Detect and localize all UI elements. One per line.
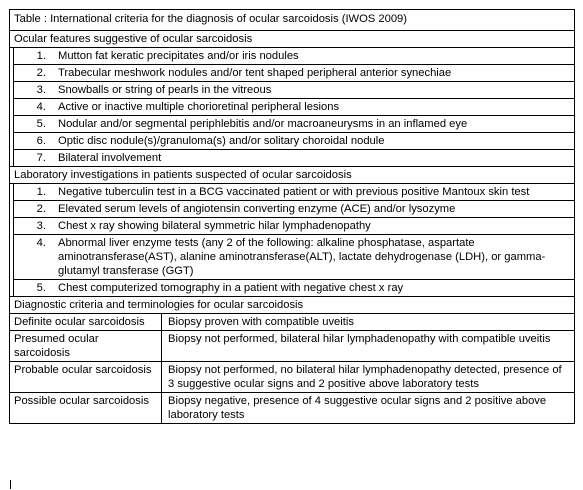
list-item xyxy=(14,99,574,116)
list-item xyxy=(14,201,574,218)
list-item-number: 2. xyxy=(36,67,46,79)
table-row xyxy=(10,362,574,393)
list-item xyxy=(14,116,574,133)
list-item-text: Chest computerized tomography in a patient with negative chest x ray xyxy=(58,282,404,294)
list-item-number: 6. xyxy=(36,135,46,147)
ocular-features-items xyxy=(13,48,574,166)
list-item xyxy=(14,150,574,166)
list-item-text: Bilateral involvement xyxy=(58,152,162,164)
list-item-text: Mutton fat keratic precipitates and/or iris nodules xyxy=(58,50,299,62)
list-item xyxy=(14,280,574,296)
list-item-number: 4. xyxy=(36,237,46,249)
list-item xyxy=(14,65,574,82)
list-item xyxy=(14,218,574,235)
list-item xyxy=(14,48,574,65)
text-cursor xyxy=(10,480,11,489)
list-item-text: Nodular and/or segmental periphlebitis and/or macroaneurysms in an inflamed eye xyxy=(58,118,468,130)
list-item-number: 1. xyxy=(36,186,46,198)
list-item-text: Trabecular meshwork nodules and/or tent shaped peripheral anterior synechiae xyxy=(58,67,452,79)
list-item-text: Abnormal liver enzyme tests (any 2 of the following: alkaline phosphatase, aspartate aminotransferase(AST), alanine aminotransferase(ALT), lactate dehydrogenase (LDH), or gamma-glutamyl transferase (GGT) xyxy=(58,237,546,277)
list-item-text: Elevated serum levels of angiotensin converting enzyme (ACE) and/or lysozyme xyxy=(58,203,456,215)
criteria-description: Biopsy proven with compatible uveitis xyxy=(168,316,354,328)
list-item-number: 7. xyxy=(36,152,46,164)
diagnostic-criteria-rows xyxy=(10,314,574,423)
table-row xyxy=(10,393,574,423)
list-item xyxy=(14,235,574,280)
list-item-text: Active or inactive multiple chorioretinal peripheral lesions xyxy=(58,101,340,113)
list-item-number: 5. xyxy=(36,118,46,130)
list-item-text: Optic disc nodule(s)/granuloma(s) and/or solitary choroidal nodule xyxy=(58,135,385,147)
list-item xyxy=(14,82,574,99)
criteria-term: Definite ocular sarcoidosis xyxy=(10,314,162,330)
lab-investigations-list xyxy=(10,184,574,297)
list-item-number: 4. xyxy=(36,101,46,113)
list-item xyxy=(14,184,574,201)
list-item-text: Negative tuberculin test in a BCG vaccinated patient or with previous positive Mantoux skin test xyxy=(58,186,530,198)
criteria-term: Possible ocular sarcoidosis xyxy=(10,393,162,423)
criteria-term: Presumed ocular sarcoidosis xyxy=(10,331,162,361)
list-item-text: Snowballs or string of pearls in the vitreous xyxy=(58,84,272,96)
list-item-number: 1. xyxy=(36,50,46,62)
table-row xyxy=(10,331,574,362)
criteria-description: Biopsy not performed, bilateral hilar lymphadenopathy with compatible uveitis xyxy=(168,333,551,345)
list-item-text: Chest x ray showing bilateral symmetric hilar lymphadenopathy xyxy=(58,220,371,232)
diagnostic-criteria-heading: Diagnostic criteria and terminologies for ocular sarcoidosis xyxy=(10,297,574,314)
lab-investigations-items xyxy=(13,184,574,296)
criteria-table xyxy=(9,9,575,424)
table-title: Table : International criteria for the diagnosis of ocular sarcoidosis (IWOS 2009) xyxy=(10,10,574,31)
list-item xyxy=(14,133,574,150)
ocular-features-list xyxy=(10,48,574,167)
list-item-number: 5. xyxy=(36,282,46,294)
list-item-number: 2. xyxy=(36,203,46,215)
list-item-number: 3. xyxy=(36,220,46,232)
table-row xyxy=(10,314,574,331)
criteria-description: Biopsy negative, presence of 4 suggestive ocular signs and 2 positive above laboratory tests xyxy=(168,395,547,421)
criteria-term: Probable ocular sarcoidosis xyxy=(10,362,162,392)
list-item-number: 3. xyxy=(36,84,46,96)
criteria-description: Biopsy not performed, no bilateral hilar lymphadenopathy detected, presence of 3 suggestive ocular signs and 2 positive above laboratory tests xyxy=(168,364,562,390)
lab-investigations-heading: Laboratory investigations in patients suspected of ocular sarcoidosis xyxy=(10,167,574,184)
ocular-features-heading: Ocular features suggestive of ocular sarcoidosis xyxy=(10,31,574,48)
